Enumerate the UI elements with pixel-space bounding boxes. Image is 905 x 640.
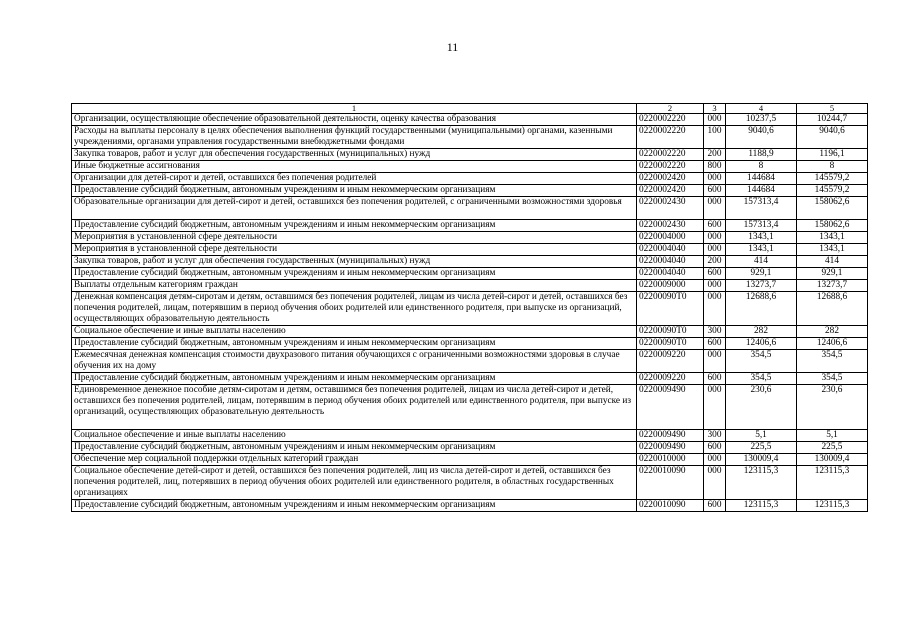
table-row xyxy=(72,292,868,326)
table-row xyxy=(72,350,868,373)
row-value-2022-cell: 12688,6 xyxy=(726,292,797,326)
row-value-2023-cell: 8 xyxy=(797,161,868,173)
row-value-2023-cell: 10244,7 xyxy=(797,114,868,126)
row-vr-cell: 600 xyxy=(704,220,726,232)
row-value-2023-cell: 929,1 xyxy=(797,268,868,280)
table-row xyxy=(72,466,868,500)
row-code-cell: 0220004040 xyxy=(637,256,704,268)
row-code-cell: 0220009490 xyxy=(637,430,704,442)
row-name-cell: Обеспечение мер социальной поддержки отдельных категорий граждан xyxy=(72,454,637,466)
row-name-cell: Образовательные организации для детей-сирот и детей, оставшихся без попечения родителей, с ограниченными возможностями здоровья xyxy=(72,197,637,220)
row-value-2023-cell: 158062,6 xyxy=(797,220,868,232)
row-value-2022-cell: 354,5 xyxy=(726,350,797,373)
row-vr-cell: 600 xyxy=(704,442,726,454)
page-number: 11 xyxy=(446,40,459,54)
header-col-1: 1 xyxy=(72,104,637,114)
row-code-cell: 02200090Т0 xyxy=(637,338,704,350)
row-value-2022-cell: 130009,4 xyxy=(726,454,797,466)
row-name-cell: Мероприятия в установленной сфере деятельности xyxy=(72,232,637,244)
row-value-2023-cell: 145579,2 xyxy=(797,173,868,185)
row-value-2022-cell: 929,1 xyxy=(726,268,797,280)
row-value-2023-cell: 9040,6 xyxy=(797,126,868,149)
row-name-cell: Организации для детей-сирот и детей, оставшихся без попечения родителей xyxy=(72,173,637,185)
row-vr-cell: 800 xyxy=(704,161,726,173)
row-value-2023-cell: 1196,1 xyxy=(797,149,868,161)
row-code-cell: 0220002420 xyxy=(637,185,704,197)
row-vr-cell: 600 xyxy=(704,185,726,197)
table-row xyxy=(72,430,868,442)
row-value-2022-cell: 5,1 xyxy=(726,430,797,442)
row-value-2022-cell: 225,5 xyxy=(726,442,797,454)
row-value-2022-cell: 123115,3 xyxy=(726,466,797,500)
row-name-cell: Выплаты отдельным категориям граждан xyxy=(72,280,637,292)
row-value-2022-cell: 354,5 xyxy=(726,373,797,385)
row-value-2022-cell: 10237,5 xyxy=(726,114,797,126)
row-vr-cell: 600 xyxy=(704,373,726,385)
row-value-2023-cell: 130009,4 xyxy=(797,454,868,466)
row-vr-cell: 000 xyxy=(704,350,726,373)
row-vr-cell: 200 xyxy=(704,256,726,268)
row-name-cell: Ежемесячная денежная компенсация стоимости двухразового питания обучающихся с ограниченными возможностями здоровья в случае обучения их на дому xyxy=(72,350,637,373)
row-vr-cell: 300 xyxy=(704,430,726,442)
row-value-2022-cell: 157313,4 xyxy=(726,220,797,232)
table-row xyxy=(72,500,868,512)
table-row xyxy=(72,185,868,197)
row-value-2023-cell: 282 xyxy=(797,326,868,338)
row-code-cell: 0220009490 xyxy=(637,385,704,430)
row-value-2023-cell: 354,5 xyxy=(797,350,868,373)
row-value-2023-cell: 1343,1 xyxy=(797,232,868,244)
header-col-5: 5 xyxy=(797,104,868,114)
row-value-2023-cell: 354,5 xyxy=(797,373,868,385)
header-col-2: 2 xyxy=(637,104,704,114)
row-value-2022-cell: 8 xyxy=(726,161,797,173)
row-vr-cell: 000 xyxy=(704,292,726,326)
row-code-cell: 0220002420 xyxy=(637,173,704,185)
row-vr-cell: 600 xyxy=(704,268,726,280)
row-code-cell: 02200090Т0 xyxy=(637,292,704,326)
row-vr-cell: 000 xyxy=(704,114,726,126)
row-value-2022-cell: 1343,1 xyxy=(726,232,797,244)
row-name-cell: Социальное обеспечение и иные выплаты населению xyxy=(72,326,637,338)
header-col-4: 4 xyxy=(726,104,797,114)
row-code-cell: 0220002430 xyxy=(637,197,704,220)
row-code-cell: 0220002220 xyxy=(637,161,704,173)
table-row xyxy=(72,232,868,244)
row-name-cell: Единовременное денежное пособие детям-сиротам и детям, оставшимся без попечения родителей, лицам из числа детей-сирот и детей, оставшихся без попечения родителей, лицам, потерявшим в период обучения обоих родителей или единственного родителя, при выпуске из организаций, осуществляющих образовательную деятельность xyxy=(72,385,637,430)
table-row xyxy=(72,326,868,338)
table-row xyxy=(72,161,868,173)
row-code-cell: 0220004040 xyxy=(637,268,704,280)
row-value-2023-cell: 123115,3 xyxy=(797,466,868,500)
row-name-cell: Иные бюджетные ассигнования xyxy=(72,161,637,173)
row-value-2023-cell: 145579,2 xyxy=(797,185,868,197)
row-value-2022-cell: 282 xyxy=(726,326,797,338)
row-value-2023-cell: 123115,3 xyxy=(797,500,868,512)
row-value-2023-cell: 225,5 xyxy=(797,442,868,454)
row-code-cell: 0220009220 xyxy=(637,373,704,385)
row-code-cell: 0220002220 xyxy=(637,126,704,149)
row-vr-cell: 000 xyxy=(704,173,726,185)
row-code-cell: 0220002430 xyxy=(637,220,704,232)
row-value-2022-cell: 13273,7 xyxy=(726,280,797,292)
row-code-cell: 0220002220 xyxy=(637,114,704,126)
table-header-row xyxy=(72,104,868,114)
row-vr-cell: 000 xyxy=(704,454,726,466)
row-value-2023-cell: 13273,7 xyxy=(797,280,868,292)
table-row xyxy=(72,244,868,256)
row-vr-cell: 600 xyxy=(704,338,726,350)
row-value-2023-cell: 230,6 xyxy=(797,385,868,430)
table-row xyxy=(72,173,868,185)
row-code-cell: 0220010000 xyxy=(637,454,704,466)
row-code-cell: 0220004040 xyxy=(637,244,704,256)
row-value-2023-cell: 158062,6 xyxy=(797,197,868,220)
budget-table xyxy=(71,103,868,512)
row-name-cell: Расходы на выплаты персоналу в целях обеспечения выполнения функций государственными (муниципальными) органами, казенными учреждениями, органами управления государственными внебюджетными фондами xyxy=(72,126,637,149)
row-value-2022-cell: 123115,3 xyxy=(726,500,797,512)
row-name-cell: Денежная компенсация детям-сиротам и детям, оставшимся без попечения родителей, лицам из числа детей-сирот и детей, оставшихся без попечения родителей, лицам, потерявшим в период обучения обоих родителей или единственного родителя, при выпуске из организаций, осуществляющих образовательную деятельность xyxy=(72,292,637,326)
table-row xyxy=(72,338,868,350)
table-row xyxy=(72,126,868,149)
table-row xyxy=(72,280,868,292)
row-value-2022-cell: 144684 xyxy=(726,173,797,185)
row-value-2022-cell: 9040,6 xyxy=(726,126,797,149)
row-vr-cell: 600 xyxy=(704,500,726,512)
row-value-2022-cell: 414 xyxy=(726,256,797,268)
row-name-cell: Закупка товаров, работ и услуг для обеспечения государственных (муниципальных) нужд xyxy=(72,149,637,161)
table-row xyxy=(72,373,868,385)
table-row xyxy=(72,114,868,126)
row-value-2023-cell: 12406,6 xyxy=(797,338,868,350)
row-name-cell: Мероприятия в установленной сфере деятельности xyxy=(72,244,637,256)
row-vr-cell: 300 xyxy=(704,326,726,338)
row-name-cell: Предоставление субсидий бюджетным, автономным учреждениям и иным некоммерческим организациям xyxy=(72,442,637,454)
row-code-cell: 0220010090 xyxy=(637,500,704,512)
row-vr-cell: 000 xyxy=(704,197,726,220)
row-code-cell: 0220004000 xyxy=(637,232,704,244)
row-name-cell: Предоставление субсидий бюджетным, автономным учреждениям и иным некоммерческим организациям xyxy=(72,338,637,350)
row-vr-cell: 000 xyxy=(704,244,726,256)
table-row xyxy=(72,197,868,220)
row-value-2022-cell: 144684 xyxy=(726,185,797,197)
row-value-2023-cell: 1343,1 xyxy=(797,244,868,256)
table-row xyxy=(72,442,868,454)
table-row xyxy=(72,385,868,430)
header-col-3: 3 xyxy=(704,104,726,114)
row-name-cell: Закупка товаров, работ и услуг для обеспечения государственных (муниципальных) нужд xyxy=(72,256,637,268)
row-code-cell: 02200090Т0 xyxy=(637,326,704,338)
row-name-cell: Социальное обеспечение детей-сирот и детей, оставшихся без попечения родителей, лиц из числа детей-сирот и детей, оставшихся без попечения родителей, лиц, потерявших в период обучения обоих родителей или единственного родителя, в областных государственных организациях xyxy=(72,466,637,500)
table-row xyxy=(72,268,868,280)
row-name-cell: Предоставление субсидий бюджетным, автономным учреждениям и иным некоммерческим организациям xyxy=(72,268,637,280)
row-name-cell: Предоставление субсидий бюджетным, автономным учреждениям и иным некоммерческим организациям xyxy=(72,500,637,512)
row-code-cell: 0220009000 xyxy=(637,280,704,292)
row-name-cell: Социальное обеспечение и иные выплаты населению xyxy=(72,430,637,442)
row-value-2022-cell: 1188,9 xyxy=(726,149,797,161)
row-vr-cell: 000 xyxy=(704,232,726,244)
row-vr-cell: 000 xyxy=(704,385,726,430)
row-value-2022-cell: 157313,4 xyxy=(726,197,797,220)
row-vr-cell: 000 xyxy=(704,280,726,292)
row-vr-cell: 000 xyxy=(704,466,726,500)
row-name-cell: Предоставление субсидий бюджетным, автономным учреждениям и иным некоммерческим организациям xyxy=(72,373,637,385)
row-vr-cell: 100 xyxy=(704,126,726,149)
row-value-2023-cell: 12688,6 xyxy=(797,292,868,326)
row-value-2023-cell: 5,1 xyxy=(797,430,868,442)
table-row xyxy=(72,454,868,466)
row-vr-cell: 200 xyxy=(704,149,726,161)
table-row xyxy=(72,220,868,232)
table-row xyxy=(72,256,868,268)
row-value-2022-cell: 230,6 xyxy=(726,385,797,430)
row-name-cell: Предоставление субсидий бюджетным, автономным учреждениям и иным некоммерческим организациям xyxy=(72,185,637,197)
row-value-2022-cell: 12406,6 xyxy=(726,338,797,350)
row-value-2023-cell: 414 xyxy=(797,256,868,268)
row-code-cell: 0220009220 xyxy=(637,350,704,373)
row-code-cell: 0220010090 xyxy=(637,466,704,500)
row-code-cell: 0220009490 xyxy=(637,442,704,454)
row-name-cell: Предоставление субсидий бюджетным, автономным учреждениям и иным некоммерческим организациям xyxy=(72,220,637,232)
row-code-cell: 0220002220 xyxy=(637,149,704,161)
table-row xyxy=(72,149,868,161)
row-name-cell: Организации, осуществляющие обеспечение образовательной деятельности, оценку качества образования xyxy=(72,114,637,126)
row-value-2022-cell: 1343,1 xyxy=(726,244,797,256)
